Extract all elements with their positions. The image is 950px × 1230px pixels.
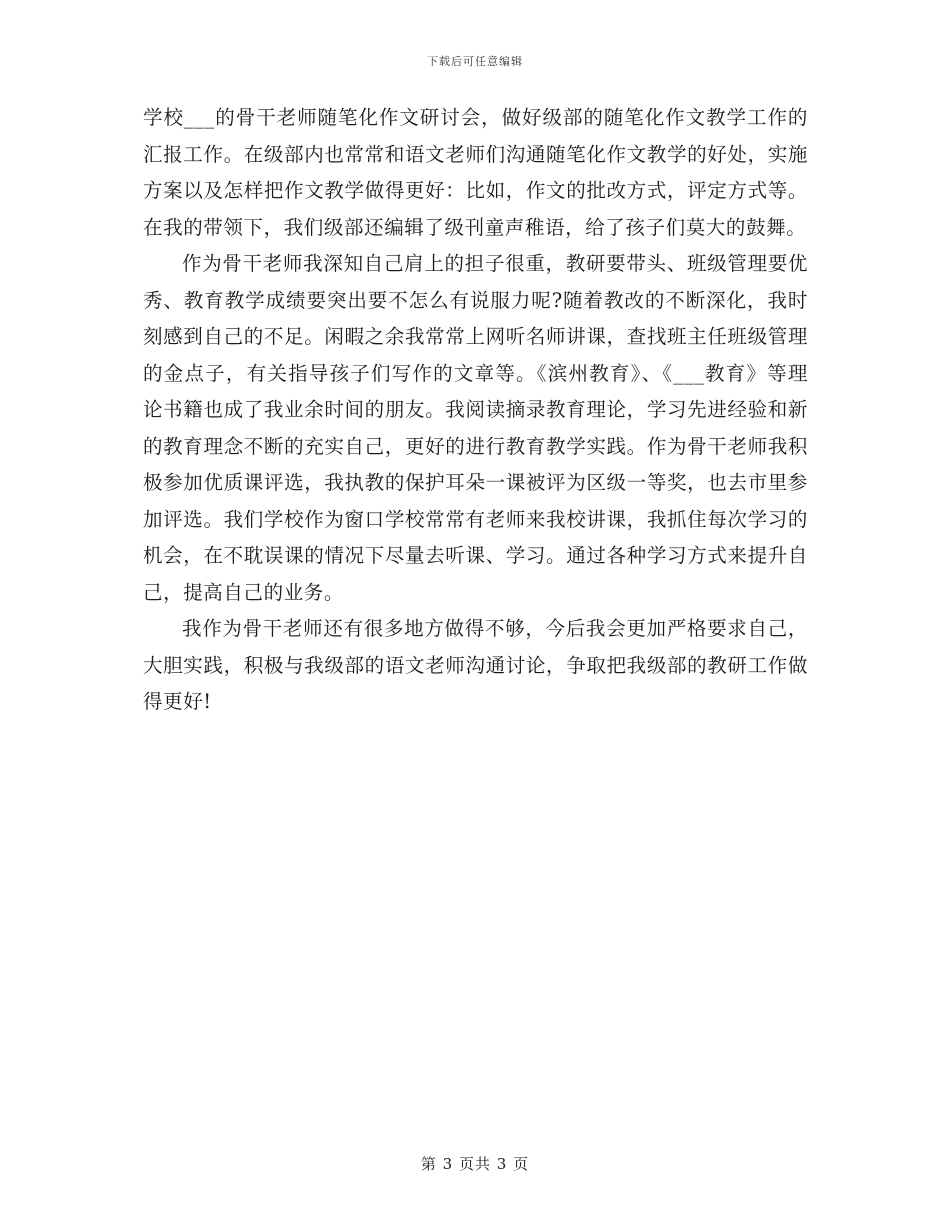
paragraph-1: 学校___的骨干老师随笔化作文研讨会，做好级部的随笔化作文教学工作的汇报工作。在级部内也常常和语文老师们沟通随笔化作文教学的好处，实施方案以及怎样把作文教学做得更好：比如，作文的批改方式，评定方式等。在我的带领下，我们级部还编辑了级刊童声稚语，给了孩子们莫大的鼓舞。	[143, 106, 808, 239]
paragraph-3: 我作为骨干老师还有很多地方做得不够，今后我会更加严格要求自己，大胆实践，积极与我级部的语文老师沟通讨论，争取把我级部的教研工作做得更好!	[143, 617, 808, 713]
page-footer: 第 3 页共 3 页	[420, 1155, 530, 1173]
paragraph-2: 作为骨干老师我深知自己肩上的担子很重，教研要带头、班级管理要优秀、教育教学成绩要突出要不怎么有说服力呢?随着教改的不断深化，我时刻感到自己的不足。闲暇之余我常常上网听名师讲课，查找班主任班级管理的金点子，有关指导孩子们写作的文章等。《滨州教育》、《___教育》等理论书籍也成了我业余时间的朋友。我阅读摘录教育理论，学习先进经验和新的教育理念不断的充实自己，更好的进行教育教学实践。作为骨干老师我积极参加优质课评选，我执教的保护耳朵一课被评为区级一等奖，也去市里参加评选。我们学校作为窗口学校常常有老师来我校讲课，我抓住每次学习的机会，在不耽误课的情况下尽量去听课、学习。通过各种学习方式来提升自己，提高自己的业务。	[143, 252, 808, 604]
document-body	[143, 100, 808, 721]
page-header: 下载后可任意编辑	[427, 55, 523, 68]
